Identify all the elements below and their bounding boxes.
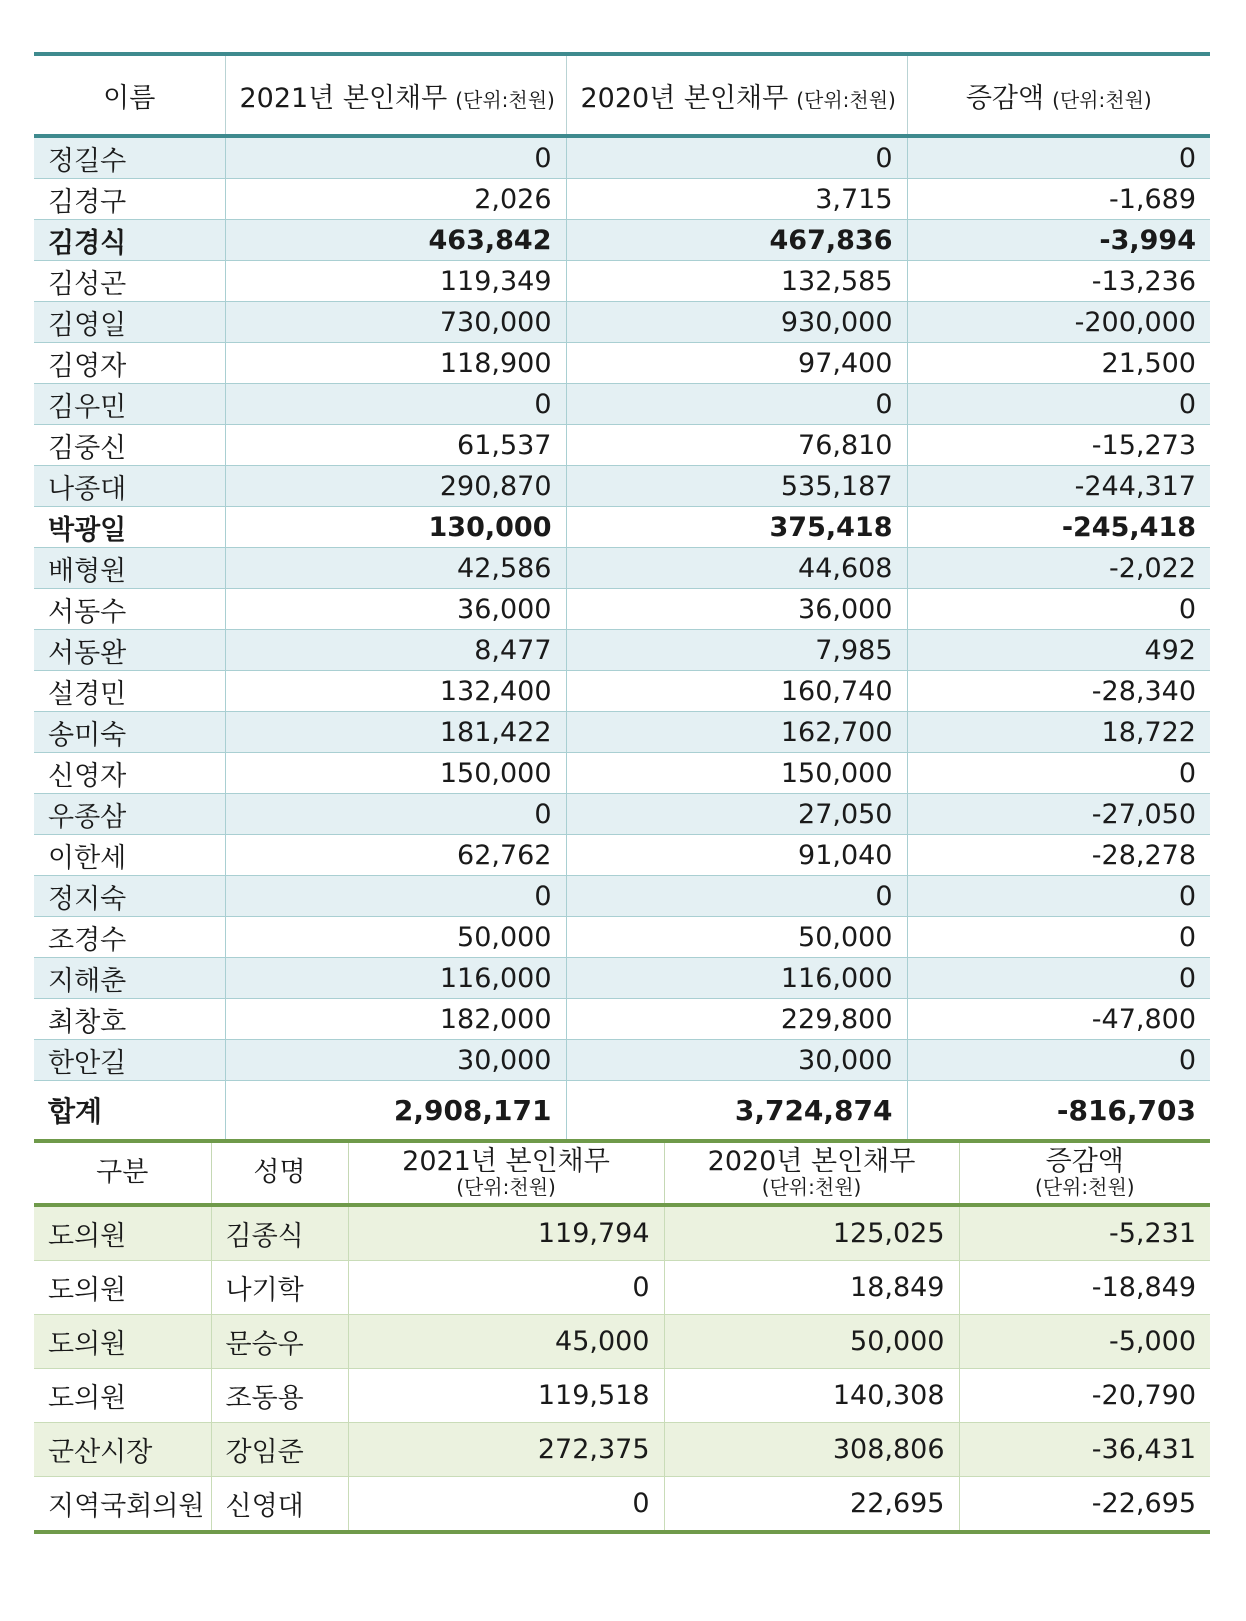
cell-debt-2020: 535,187	[566, 466, 907, 507]
cell-debt-2021: 132,400	[225, 671, 566, 712]
cell-change: -18,849	[959, 1261, 1210, 1315]
cell-name: 나기학	[211, 1261, 348, 1315]
header-debt-2021	[225, 54, 566, 136]
table-row	[34, 466, 1210, 507]
table-row	[34, 343, 1210, 384]
table-row	[34, 261, 1210, 302]
table-row	[34, 917, 1210, 958]
cell-debt-2020: 0	[566, 136, 907, 179]
cell-name: 이한세	[34, 835, 225, 876]
table-row	[34, 384, 1210, 425]
header-unit: (단위:천원)	[455, 87, 555, 112]
cell-debt-2021: 116,000	[225, 958, 566, 999]
cell-debt-2021: 0	[225, 794, 566, 835]
cell-debt-2021: 0	[225, 876, 566, 917]
cell-name: 조동용	[211, 1369, 348, 1423]
total-debt-2021: 2,908,171	[225, 1081, 566, 1142]
table-row	[34, 1261, 1210, 1315]
cell-debt-2021: 50,000	[225, 917, 566, 958]
header-change-label: 증감액	[965, 82, 1045, 114]
cell-change: 18,722	[907, 712, 1210, 753]
cell-change: -27,050	[907, 794, 1210, 835]
cell-debt-2020: 0	[566, 876, 907, 917]
cell-debt-2020: 140,308	[664, 1369, 959, 1423]
cell-name: 서동수	[34, 589, 225, 630]
table-row	[34, 835, 1210, 876]
table-body	[34, 1205, 1210, 1532]
table-row	[34, 753, 1210, 794]
table-row	[34, 1477, 1210, 1533]
cell-category: 도의원	[34, 1261, 211, 1315]
cell-debt-2020: 3,715	[566, 179, 907, 220]
cell-debt-2020: 50,000	[664, 1315, 959, 1369]
cell-change: -245,418	[907, 507, 1210, 548]
cell-change: -3,994	[907, 220, 1210, 261]
cell-debt-2020: 97,400	[566, 343, 907, 384]
cell-debt-2020: 0	[566, 384, 907, 425]
cell-change: -15,273	[907, 425, 1210, 466]
table-row	[34, 302, 1210, 343]
cell-debt-2020: 308,806	[664, 1423, 959, 1477]
cell-debt-2021: 119,794	[348, 1205, 664, 1261]
cell-change: -20,790	[959, 1369, 1210, 1423]
table-row	[34, 220, 1210, 261]
table-row	[34, 999, 1210, 1040]
cell-name: 김영일	[34, 302, 225, 343]
cell-change: -47,800	[907, 999, 1210, 1040]
table-row	[34, 425, 1210, 466]
cell-change: 0	[907, 136, 1210, 179]
cell-debt-2020: 44,608	[566, 548, 907, 589]
header-unit: (단위:천원)	[456, 1174, 556, 1199]
cell-debt-2021: 150,000	[225, 753, 566, 794]
cell-change: -28,340	[907, 671, 1210, 712]
header-name: 성명	[211, 1141, 348, 1205]
cell-change: 0	[907, 589, 1210, 630]
cell-category: 도의원	[34, 1315, 211, 1369]
cell-category: 군산시장	[34, 1423, 211, 1477]
cell-debt-2020: 930,000	[566, 302, 907, 343]
cell-debt-2021: 0	[348, 1261, 664, 1315]
cell-name: 한안길	[34, 1040, 225, 1081]
debt-table-officials	[34, 1139, 1210, 1534]
cell-debt-2021: 42,586	[225, 548, 566, 589]
table-row	[34, 179, 1210, 220]
cell-debt-2021: 463,842	[225, 220, 566, 261]
cell-change: -5,231	[959, 1205, 1210, 1261]
cell-debt-2021: 182,000	[225, 999, 566, 1040]
cell-debt-2021: 45,000	[348, 1315, 664, 1369]
cell-name: 김우민	[34, 384, 225, 425]
table-row	[34, 958, 1210, 999]
cell-category: 도의원	[34, 1369, 211, 1423]
table-row	[34, 1423, 1210, 1477]
total-row	[34, 1081, 1210, 1142]
cell-change: -5,000	[959, 1315, 1210, 1369]
table-row	[34, 507, 1210, 548]
table-row	[34, 1205, 1210, 1261]
debt-table-main	[34, 52, 1210, 1143]
cell-debt-2020: 162,700	[566, 712, 907, 753]
cell-name: 김성곤	[34, 261, 225, 302]
cell-debt-2020: 160,740	[566, 671, 907, 712]
table-row	[34, 548, 1210, 589]
cell-name: 박광일	[34, 507, 225, 548]
cell-debt-2021: 130,000	[225, 507, 566, 548]
header-debt-2020	[664, 1141, 959, 1205]
cell-name: 강임준	[211, 1423, 348, 1477]
cell-name: 문승우	[211, 1315, 348, 1369]
cell-name: 나종대	[34, 466, 225, 507]
total-change: -816,703	[907, 1081, 1210, 1142]
cell-name: 정지숙	[34, 876, 225, 917]
cell-debt-2020: 132,585	[566, 261, 907, 302]
header-change-label: 증감액	[1045, 1146, 1124, 1178]
cell-name: 김영자	[34, 343, 225, 384]
cell-debt-2020: 150,000	[566, 753, 907, 794]
cell-debt-2021: 61,537	[225, 425, 566, 466]
cell-change: -13,236	[907, 261, 1210, 302]
cell-debt-2021: 272,375	[348, 1423, 664, 1477]
table-row	[34, 630, 1210, 671]
cell-change: -200,000	[907, 302, 1210, 343]
header-debt-2020-label: 2020년 본인채무	[580, 82, 789, 114]
table-row	[34, 794, 1210, 835]
cell-debt-2020: 7,985	[566, 630, 907, 671]
cell-debt-2021: 8,477	[225, 630, 566, 671]
cell-change: 0	[907, 917, 1210, 958]
cell-debt-2021: 290,870	[225, 466, 566, 507]
cell-debt-2021: 181,422	[225, 712, 566, 753]
cell-change: -1,689	[907, 179, 1210, 220]
cell-debt-2021: 36,000	[225, 589, 566, 630]
cell-change: 21,500	[907, 343, 1210, 384]
header-row	[34, 1141, 1210, 1205]
table-row	[34, 671, 1210, 712]
header-debt-2021-label: 2021년 본인채무	[239, 82, 448, 114]
cell-change: 492	[907, 630, 1210, 671]
table-body	[34, 136, 1210, 1081]
cell-name: 배형원	[34, 548, 225, 589]
cell-debt-2020: 36,000	[566, 589, 907, 630]
cell-change: 0	[907, 1040, 1210, 1081]
cell-debt-2021: 730,000	[225, 302, 566, 343]
cell-debt-2020: 18,849	[664, 1261, 959, 1315]
cell-name: 조경수	[34, 917, 225, 958]
cell-debt-2021: 119,518	[348, 1369, 664, 1423]
header-debt-2021-label: 2021년 본인채무	[402, 1146, 610, 1178]
cell-name: 최창호	[34, 999, 225, 1040]
header-debt-2020	[566, 54, 907, 136]
cell-debt-2020: 91,040	[566, 835, 907, 876]
cell-change: -2,022	[907, 548, 1210, 589]
cell-name: 지해춘	[34, 958, 225, 999]
cell-change: -22,695	[959, 1477, 1210, 1533]
cell-name: 김경식	[34, 220, 225, 261]
cell-debt-2020: 116,000	[566, 958, 907, 999]
header-row	[34, 54, 1210, 136]
cell-debt-2020: 50,000	[566, 917, 907, 958]
cell-debt-2020: 125,025	[664, 1205, 959, 1261]
cell-name: 신영대	[211, 1477, 348, 1533]
cell-name: 신영자	[34, 753, 225, 794]
header-unit: (단위:천원)	[1034, 1174, 1135, 1199]
table-row	[34, 1369, 1210, 1423]
cell-name: 설경민	[34, 671, 225, 712]
total-debt-2020: 3,724,874	[566, 1081, 907, 1142]
cell-debt-2020: 30,000	[566, 1040, 907, 1081]
cell-debt-2021: 0	[225, 384, 566, 425]
table-row	[34, 589, 1210, 630]
header-name	[34, 54, 225, 136]
header-unit: (단위:천원)	[1052, 87, 1152, 112]
cell-name: 김중신	[34, 425, 225, 466]
header-name-label: 이름	[103, 82, 156, 114]
cell-name: 정길수	[34, 136, 225, 179]
table-row	[34, 136, 1210, 179]
table-row	[34, 876, 1210, 917]
total-label: 합계	[34, 1081, 225, 1142]
cell-change: 0	[907, 384, 1210, 425]
cell-change: -244,317	[907, 466, 1210, 507]
table-row	[34, 1040, 1210, 1081]
cell-change: -28,278	[907, 835, 1210, 876]
cell-debt-2020: 22,695	[664, 1477, 959, 1533]
cell-debt-2020: 467,836	[566, 220, 907, 261]
header-category: 구분	[34, 1141, 211, 1205]
table-row	[34, 712, 1210, 753]
header-debt-2021	[348, 1141, 664, 1205]
cell-debt-2020: 229,800	[566, 999, 907, 1040]
cell-name: 김경구	[34, 179, 225, 220]
header-change	[907, 54, 1210, 136]
cell-name: 송미숙	[34, 712, 225, 753]
cell-change: 0	[907, 753, 1210, 794]
cell-change: 0	[907, 876, 1210, 917]
cell-change: -36,431	[959, 1423, 1210, 1477]
cell-name: 김종식	[211, 1205, 348, 1261]
table-row	[34, 1315, 1210, 1369]
cell-category: 지역국회의원	[34, 1477, 211, 1533]
cell-debt-2021: 119,349	[225, 261, 566, 302]
cell-debt-2021: 118,900	[225, 343, 566, 384]
cell-debt-2020: 76,810	[566, 425, 907, 466]
header-unit: (단위:천원)	[796, 87, 896, 112]
cell-debt-2021: 2,026	[225, 179, 566, 220]
header-unit: (단위:천원)	[761, 1174, 862, 1199]
cell-name: 서동완	[34, 630, 225, 671]
cell-debt-2020: 375,418	[566, 507, 907, 548]
header-change	[959, 1141, 1210, 1205]
header-debt-2020-label: 2020년 본인채무	[707, 1146, 916, 1178]
cell-debt-2021: 30,000	[225, 1040, 566, 1081]
cell-debt-2021: 62,762	[225, 835, 566, 876]
cell-change: 0	[907, 958, 1210, 999]
cell-debt-2020: 27,050	[566, 794, 907, 835]
cell-debt-2021: 0	[348, 1477, 664, 1533]
cell-name: 우종삼	[34, 794, 225, 835]
cell-debt-2021: 0	[225, 136, 566, 179]
cell-category: 도의원	[34, 1205, 211, 1261]
